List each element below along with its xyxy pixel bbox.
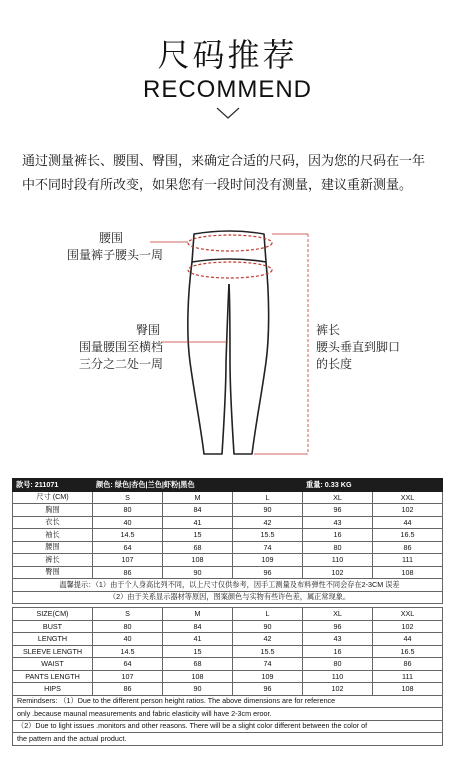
table-cell: 86 xyxy=(373,541,443,554)
table-cell: 109 xyxy=(233,670,303,683)
table-cell: 96 xyxy=(233,683,303,696)
table-cell: 43 xyxy=(303,516,373,529)
table-cell: 96 xyxy=(233,566,303,579)
size-table-en xyxy=(12,607,443,746)
length-annotation xyxy=(316,322,436,373)
leggings-diagram xyxy=(150,222,310,462)
table-cell: 40 xyxy=(93,516,163,529)
table-row xyxy=(13,541,443,554)
note-row xyxy=(13,720,443,733)
table-cell: 108 xyxy=(373,566,443,579)
column-header: XL xyxy=(303,608,373,621)
table-cell: 110 xyxy=(303,670,373,683)
hip-measure-line xyxy=(188,262,272,278)
cn-reminder-2: （2）由于关系显示器材等原因，图案颜色与实物有些许色差，属正常现象。 xyxy=(13,591,443,604)
table-cell: 80 xyxy=(93,504,163,517)
waist-title: 腰围 xyxy=(99,231,124,245)
table-cell: 44 xyxy=(373,516,443,529)
hip-desc-2: 三分之二处一周 xyxy=(78,357,163,371)
page-title-cn: 尺码推荐 xyxy=(157,36,298,74)
table-cell: 102 xyxy=(373,504,443,517)
table-cell: 102 xyxy=(373,620,443,633)
table-cell: 111 xyxy=(373,554,443,567)
row-label: SLEEVE LENGTH xyxy=(13,645,93,658)
column-header: 尺寸 (CM) xyxy=(13,491,93,504)
column-header: XXL xyxy=(373,491,443,504)
size-table-cn xyxy=(12,478,443,604)
en-reminder-4: the pattern and the actual product. xyxy=(13,733,443,746)
column-header: XXL xyxy=(373,608,443,621)
table-cell: 90 xyxy=(233,620,303,633)
table-cell: 44 xyxy=(373,633,443,646)
row-label: BUST xyxy=(13,620,93,633)
table-cell: 74 xyxy=(233,541,303,554)
row-label: 袖长 xyxy=(13,529,93,542)
table-row xyxy=(13,566,443,579)
table-cell: 41 xyxy=(163,516,233,529)
hip-annotation xyxy=(38,322,163,373)
row-label: 腰围 xyxy=(13,541,93,554)
table-cell: 108 xyxy=(373,683,443,696)
table-cell: 107 xyxy=(93,554,163,567)
page-title-en: RECOMMEND xyxy=(143,76,312,103)
table-header-row xyxy=(13,491,443,504)
row-label: 臀围 xyxy=(13,566,93,579)
table-cell: 96 xyxy=(303,620,373,633)
table-cell: 90 xyxy=(233,504,303,517)
table-cell: 43 xyxy=(303,633,373,646)
table-cell: 16.5 xyxy=(373,529,443,542)
item-number: 款号: 211071 xyxy=(13,479,93,492)
length-title: 裤长 xyxy=(316,323,341,337)
table-cell: 16 xyxy=(303,529,373,542)
length-desc-2: 的长度 xyxy=(316,357,353,371)
row-label: LENGTH xyxy=(13,633,93,646)
row-label: WAIST xyxy=(13,658,93,671)
waist-annotation xyxy=(38,230,163,264)
column-header: SIZE(CM) xyxy=(13,608,93,621)
product-weight: 重量: 0.33 KG xyxy=(303,479,443,492)
row-label: PANTS LENGTH xyxy=(13,670,93,683)
table-cell: 80 xyxy=(303,658,373,671)
table-cell: 84 xyxy=(163,504,233,517)
row-label: 胸围 xyxy=(13,504,93,517)
table-row xyxy=(13,658,443,671)
column-header: S xyxy=(93,491,163,504)
table-row xyxy=(13,529,443,542)
intro-paragraph: 通过测量裤长、腰围、臀围，来确定合适的尺码，因为您的尺码在一年中不同时段有所改变，如果您有一段时间没有测量，建议重新测量。 xyxy=(22,154,426,193)
note-row xyxy=(13,695,443,708)
table-cell: 96 xyxy=(303,504,373,517)
table-cell: 90 xyxy=(163,683,233,696)
table-row xyxy=(13,633,443,646)
table-cell: 86 xyxy=(93,683,163,696)
column-header: M xyxy=(163,608,233,621)
table-row xyxy=(13,670,443,683)
column-header: L xyxy=(233,608,303,621)
table-row xyxy=(13,645,443,658)
table-cell: 111 xyxy=(373,670,443,683)
waist-measure-line xyxy=(188,235,272,251)
row-label: HIPS xyxy=(13,683,93,696)
column-header: S xyxy=(93,608,163,621)
row-label: 衣长 xyxy=(13,516,93,529)
size-chart xyxy=(12,478,443,746)
table-cell: 15 xyxy=(163,645,233,658)
table-cell: 102 xyxy=(303,566,373,579)
info-bar xyxy=(13,479,443,492)
note-row xyxy=(13,708,443,721)
table-row xyxy=(13,504,443,517)
table-cell: 42 xyxy=(233,516,303,529)
table-cell: 86 xyxy=(93,566,163,579)
note-row xyxy=(13,591,443,604)
hip-title: 臀围 xyxy=(136,323,161,337)
en-reminder-2: only .because maunal measurements and fabric elasticity will have 2-3cm eroor. xyxy=(13,708,443,721)
waist-desc: 围量裤子腰头一周 xyxy=(66,248,163,262)
table-cell: 110 xyxy=(303,554,373,567)
note-row xyxy=(13,579,443,592)
table-cell: 16 xyxy=(303,645,373,658)
table-cell: 42 xyxy=(233,633,303,646)
table-cell: 86 xyxy=(373,658,443,671)
table-cell: 64 xyxy=(93,541,163,554)
column-header: L xyxy=(233,491,303,504)
table-cell: 90 xyxy=(163,566,233,579)
column-header: M xyxy=(163,491,233,504)
table-cell: 74 xyxy=(233,658,303,671)
table-cell: 80 xyxy=(303,541,373,554)
en-reminder-1: Remindsers: （1）Due to the different person height ratios. The above dimensions are for reference xyxy=(13,695,443,708)
table-cell: 68 xyxy=(163,541,233,554)
column-header: XL xyxy=(303,491,373,504)
table-cell: 15.5 xyxy=(233,645,303,658)
table-cell: 80 xyxy=(93,620,163,633)
cn-reminder-1: 温馨提示：（1）由于个人身高比列不同，以上尺寸仅供参考，因手工测量及布料弹性不同会存在2-3CM 误差 xyxy=(13,579,443,592)
table-cell: 40 xyxy=(93,633,163,646)
en-reminder-3: （2）Due to light issues .monitors and other reasons. There will be a slight color different between the color of xyxy=(13,720,443,733)
color-options: 颜色: 绿色|杏色|兰色|虾粉|黑色 xyxy=(93,479,303,492)
table-row xyxy=(13,554,443,567)
table-cell: 109 xyxy=(233,554,303,567)
table-cell: 15.5 xyxy=(233,529,303,542)
table-cell: 108 xyxy=(163,670,233,683)
table-cell: 64 xyxy=(93,658,163,671)
table-row xyxy=(13,683,443,696)
table-cell: 41 xyxy=(163,633,233,646)
note-row xyxy=(13,733,443,746)
table-cell: 102 xyxy=(303,683,373,696)
table-cell: 68 xyxy=(163,658,233,671)
table-cell: 15 xyxy=(163,529,233,542)
table-cell: 14.5 xyxy=(93,529,163,542)
chevron-down-icon xyxy=(215,106,241,120)
table-row xyxy=(13,516,443,529)
table-cell: 108 xyxy=(163,554,233,567)
hip-desc-1: 围量腰围至横档 xyxy=(78,340,163,354)
table-cell: 107 xyxy=(93,670,163,683)
table-cell: 16.5 xyxy=(373,645,443,658)
table-header-row xyxy=(13,608,443,621)
table-cell: 14.5 xyxy=(93,645,163,658)
table-row xyxy=(13,620,443,633)
length-desc-1: 腰头垂直到脚口 xyxy=(316,340,401,354)
row-label: 裤长 xyxy=(13,554,93,567)
table-cell: 84 xyxy=(163,620,233,633)
